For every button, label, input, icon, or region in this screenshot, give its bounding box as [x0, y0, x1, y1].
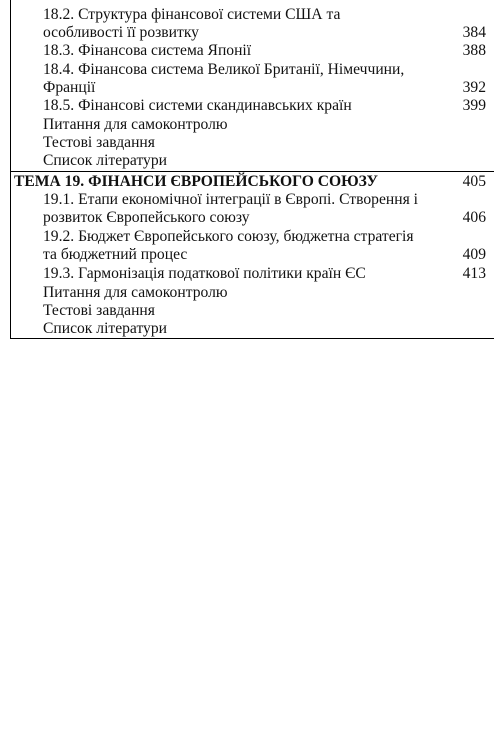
toc-page-19-2: 409: [462, 246, 486, 263]
toc-page-19-1: 406: [462, 209, 486, 226]
toc-extra-tests-19: Тестові завдання: [43, 302, 155, 319]
toc-extra-references-19: Список літератури: [43, 320, 167, 337]
toc-page-18-4: 392: [462, 79, 486, 96]
toc-entry-19-1-line1: 19.1. Етапи економічної інтеграції в Європі. Створення і: [43, 191, 418, 208]
left-rule: [10, 0, 11, 338]
toc-entry-18-2-line1: 18.2. Структура фінансової системи США та: [43, 6, 341, 23]
chapter-19-page: 405: [462, 173, 486, 190]
toc-entry-18-2-line2: особливості її розвитку: [43, 24, 199, 41]
chapter-19-title: ТЕМА 19. ФІНАНСИ ЄВРОПЕЙСЬКОГО СОЮЗУ: [14, 173, 378, 190]
toc-extra-self-control-19: Питання для самоконтролю: [43, 284, 228, 301]
toc-page-18-2: 384: [462, 24, 486, 41]
toc-page-18-5: 399: [462, 97, 486, 114]
toc-entry-18-5: 18.5. Фінансові системи скандинавських країн: [43, 97, 352, 114]
toc-entry-18-3: 18.3. Фінансова система Японії: [43, 42, 252, 59]
toc-entry-18-4-line2: Франції: [43, 79, 96, 96]
section-divider: [10, 171, 494, 172]
toc-entry-19-3: 19.3. Гармонізація податкової політики країн ЄС: [43, 265, 366, 282]
toc-entry-19-2-line1: 19.2. Бюджет Європейського союзу, бюджетна стратегія: [43, 228, 414, 245]
bottom-divider: [10, 338, 494, 339]
toc-entry-19-1-line2: розвиток Європейського союзу: [43, 209, 250, 226]
toc-extra-self-control: Питання для самоконтролю: [43, 116, 228, 133]
toc-page-19-3: 413: [462, 265, 486, 282]
toc-entry-18-4-line1: 18.4. Фінансова система Великої Британії, Німеччини,: [43, 61, 405, 78]
toc-entry-19-2-line2: та бюджетний процес: [43, 246, 188, 263]
toc-page-18-3: 388: [462, 42, 486, 59]
toc-extra-references: Список літератури: [43, 152, 167, 169]
toc-extra-tests: Тестові завдання: [43, 134, 155, 151]
